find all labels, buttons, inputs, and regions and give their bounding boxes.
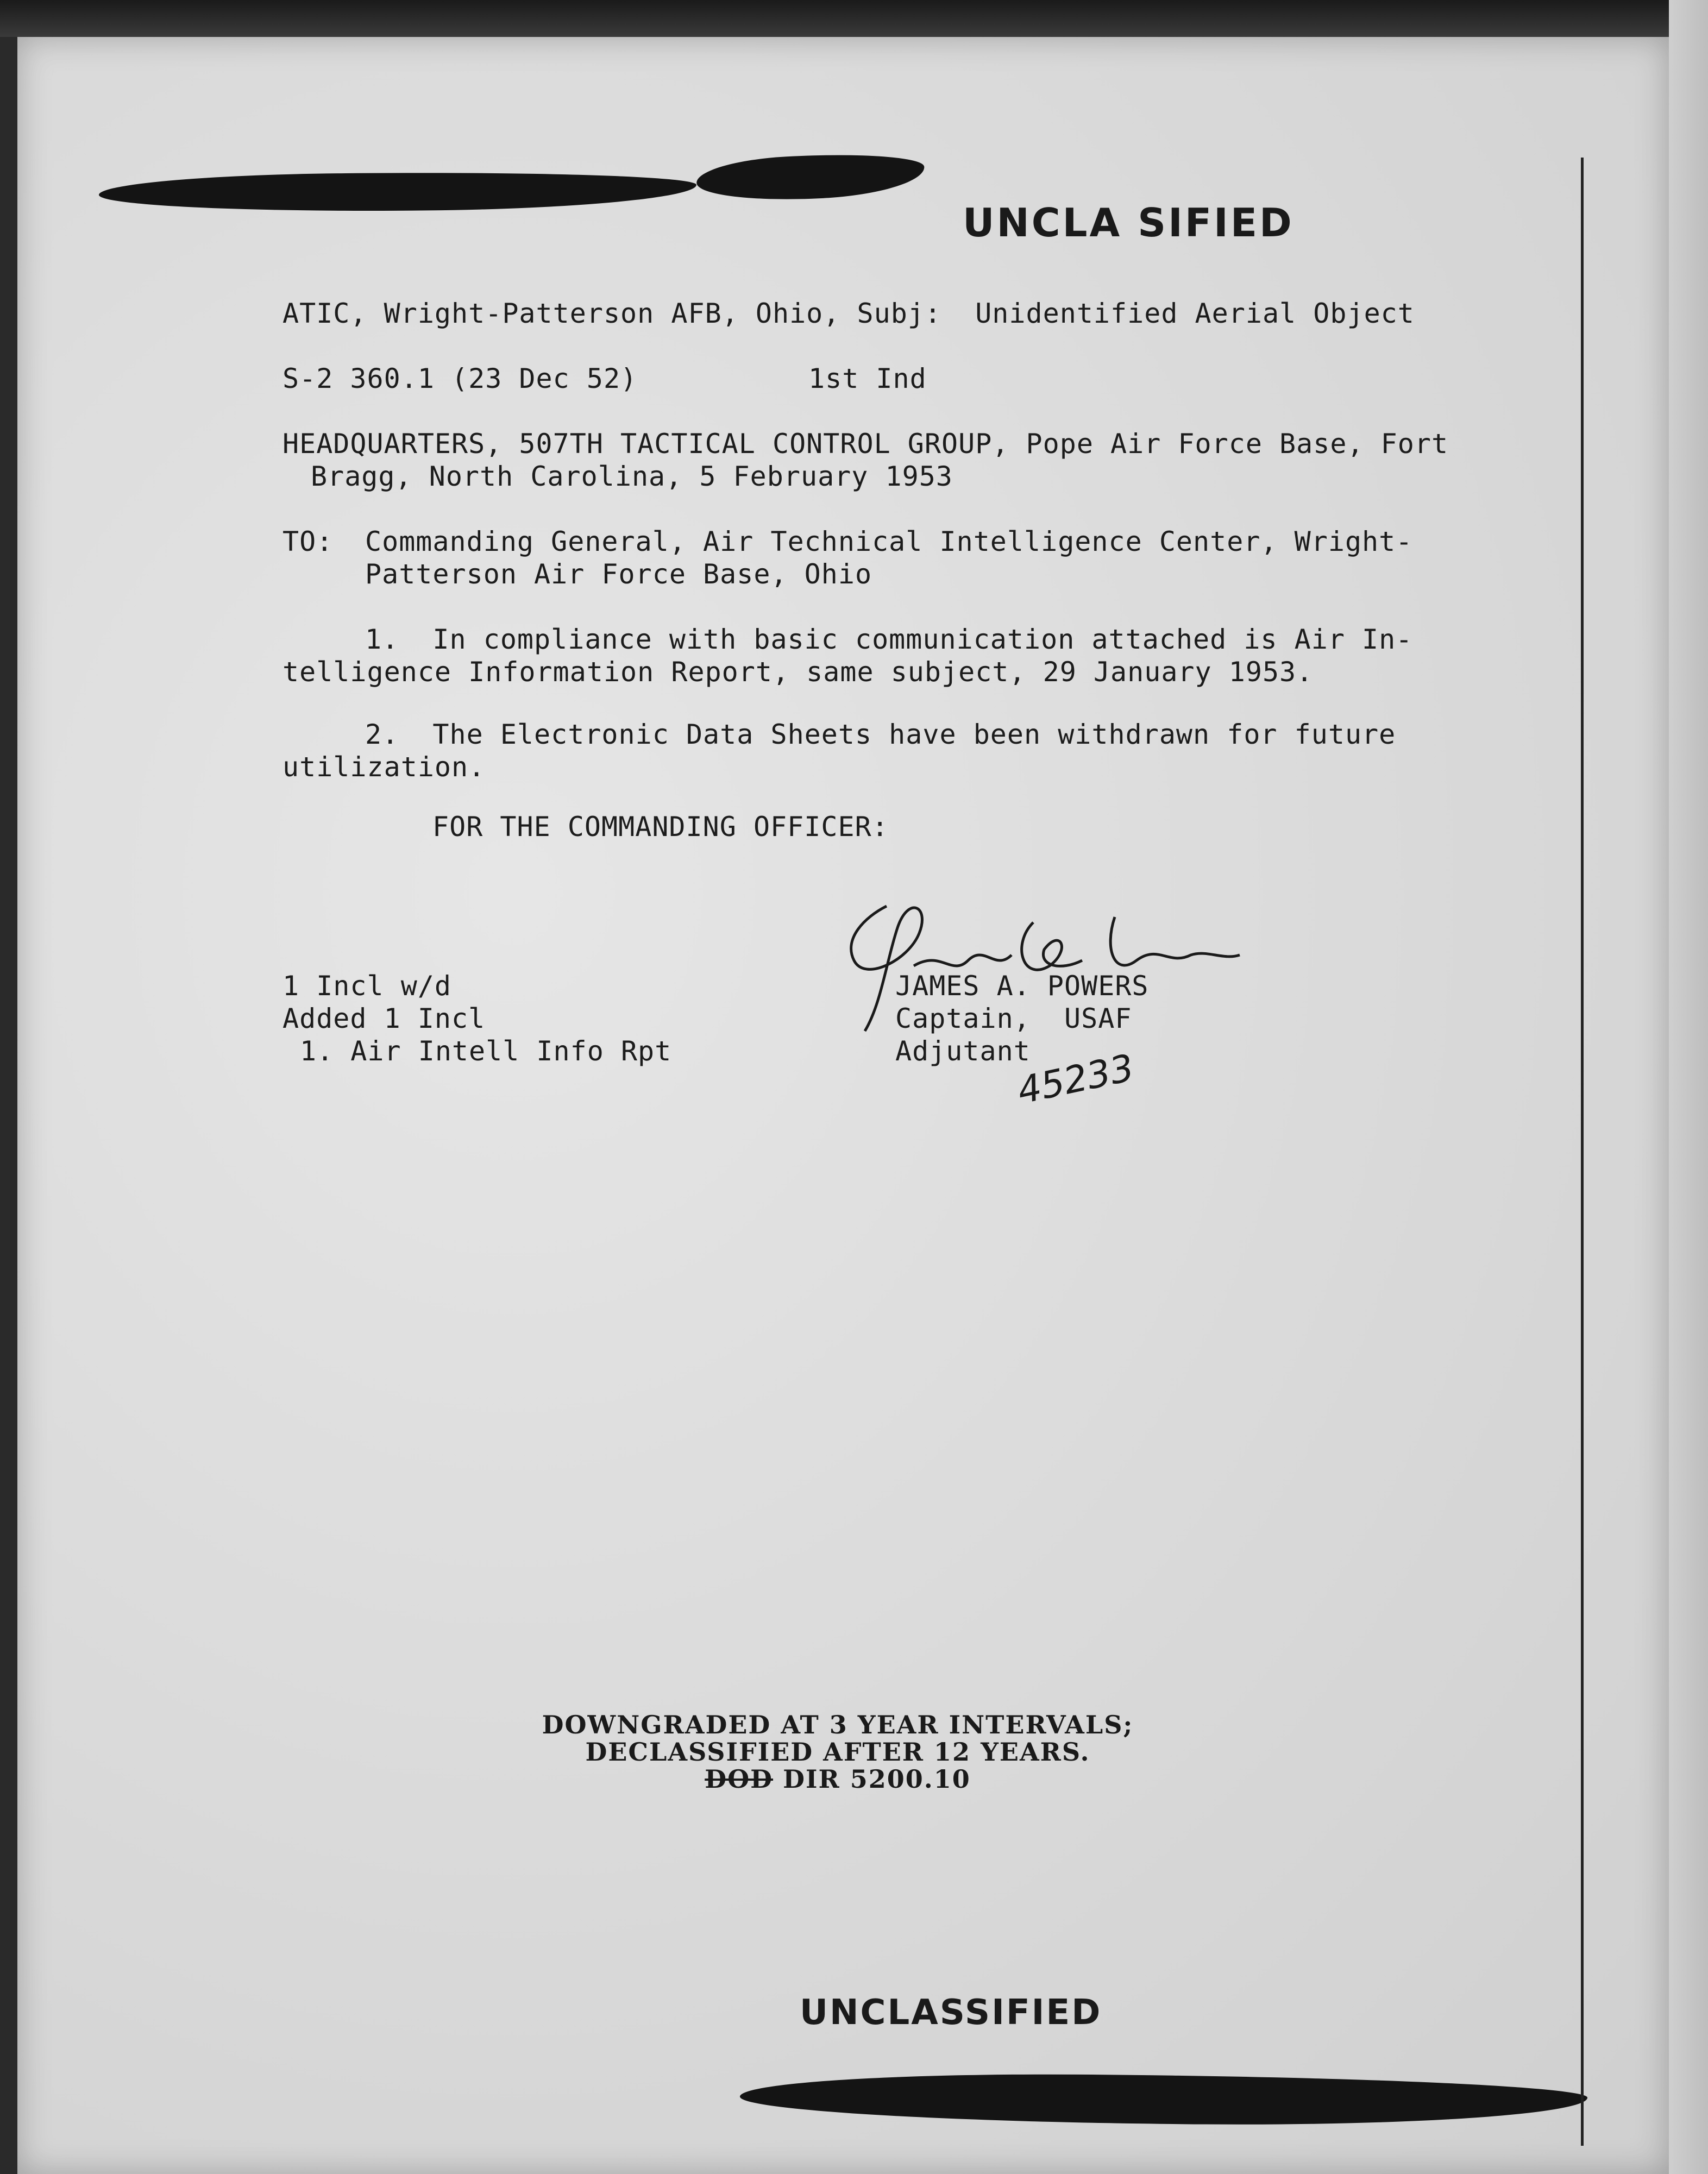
to-label: TO:: [282, 526, 334, 557]
classification-stamp-bottom: UNCLASSIFIED: [800, 1993, 1102, 2033]
indorsement-label: 1st Ind: [808, 363, 927, 394]
signer-name: JAMES A. POWERS: [895, 970, 1149, 1002]
signer-title: Adjutant: [895, 1035, 1031, 1067]
signer-rank: Captain, USAF: [895, 1003, 1132, 1034]
redaction-bar-top: [99, 169, 697, 214]
redaction-bar-bottom: [740, 2072, 1588, 2127]
to-line-1: Commanding General, Air Technical Intelligence Center, Wright-: [365, 526, 1413, 557]
reference-number: S-2 360.1 (23 Dec 52): [282, 363, 638, 394]
subject-line: ATIC, Wright-Patterson AFB, Ohio, Subj: Unidentified Aerial Object: [282, 298, 1415, 329]
enclosure-line-1: 1 Incl w/d: [282, 970, 452, 1002]
paragraph-2-line-1: 2. The Electronic Data Sheets have been withdrawn for future: [365, 719, 1396, 750]
enclosure-line-2: Added 1 Incl: [282, 1003, 486, 1034]
handwritten-number: 45233: [1014, 1046, 1138, 1113]
downgrade-line-2: DECLASSIFIED AFTER 12 YEARS.: [585, 1737, 1090, 1767]
classification-stamp-top: UNCLA SIFIED: [963, 200, 1294, 246]
downgrade-line-1: DOWNGRADED AT 3 YEAR INTERVALS;: [542, 1710, 1134, 1739]
downgrade-line-3: [485, 1765, 1191, 1793]
scan-frame-top: [0, 0, 1708, 37]
paragraph-1-line-2: telligence Information Report, same subject, 29 January 1953.: [282, 656, 1314, 688]
paragraph-1-line-1: 1. In compliance with basic communication attached is Air In-: [365, 624, 1413, 655]
document-page: [17, 37, 1669, 2174]
downgrade-stamp: [485, 1711, 1191, 1793]
paragraph-2-line-2: utilization.: [282, 751, 486, 783]
scan-frame-right: [1669, 0, 1708, 2174]
closing-line: FOR THE COMMANDING OFFICER:: [432, 811, 889, 843]
downgrade-strike-dod: DOD: [705, 1764, 774, 1794]
downgrade-directive: DIR 5200.10: [773, 1764, 971, 1794]
from-line-1: HEADQUARTERS, 507TH TACTICAL CONTROL GROUP, Pope Air Force Base, Fort: [282, 428, 1449, 460]
margin-rule: [1581, 158, 1584, 2146]
to-line-2: Patterson Air Force Base, Ohio: [365, 558, 872, 590]
enclosure-line-3: 1. Air Intell Info Rpt: [300, 1035, 672, 1067]
from-line-2: Bragg, North Carolina, 5 February 1953: [311, 461, 953, 492]
redaction-bar-top-right: [695, 149, 926, 205]
